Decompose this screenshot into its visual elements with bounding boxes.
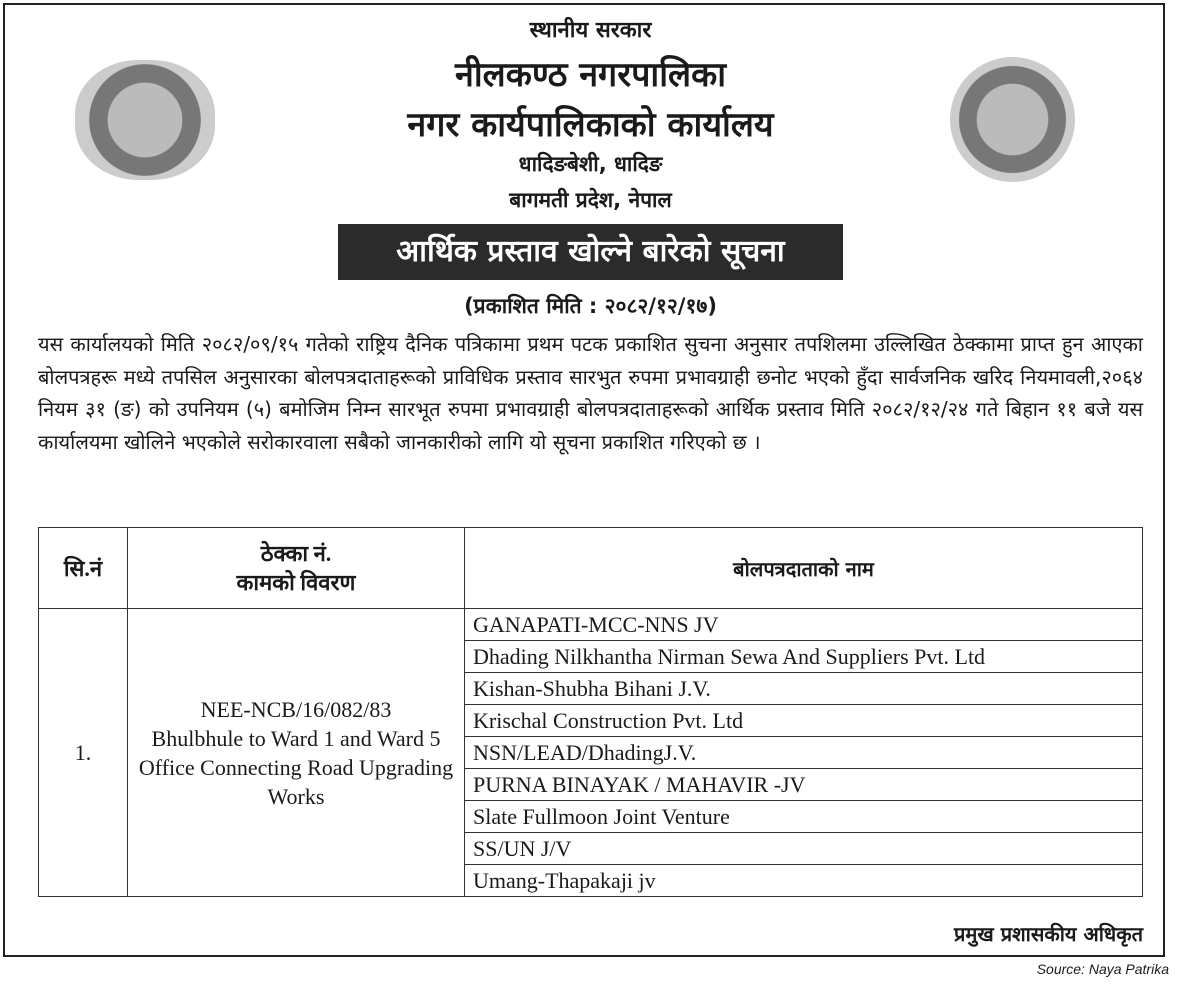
bidder-name: Dhading Nilkhantha Nirman Sewa And Suppliers Pvt. Ltd — [465, 641, 1143, 673]
address-line-1: धादिङबेशी, धादिङ — [518, 152, 663, 176]
address-line-2: बागमती प्रदेश, नेपाल — [509, 188, 672, 212]
bidder-name: Krischal Construction Pvt. Ltd — [465, 705, 1143, 737]
bidder-name: SS/UN J/V — [465, 833, 1143, 865]
header-contract — [128, 528, 465, 609]
bidders-table — [38, 527, 1143, 897]
notice-title: आर्थिक प्रस्ताव खोल्ने बारेको सूचना — [338, 224, 843, 280]
government-label: स्थानीय सरकार — [529, 18, 652, 43]
office-name: नगर कार्यपालिकाको कार्यालय — [407, 105, 774, 145]
bidder-name: Kishan-Shubha Bihani J.V. — [465, 673, 1143, 705]
bidder-name: PURNA BINAYAK / MAHAVIR -JV — [465, 769, 1143, 801]
bidder-name: NSN/LEAD/DhadingJ.V. — [465, 737, 1143, 769]
row-serial: 1. — [39, 609, 128, 897]
header-contract-no: ठेक्का नं. — [260, 541, 332, 566]
header-bidder: बोलपत्रदाताको नाम — [465, 528, 1143, 609]
header-description: कामको विवरण — [236, 570, 356, 595]
contract-no: NEE-NCB/16/082/83 — [200, 696, 392, 722]
published-date: (प्रकाशित मिति : २०८२/१२/१७) — [464, 294, 717, 318]
bidder-name: Umang-Thapakaji jv — [465, 865, 1143, 897]
signatory: प्रमुख प्रशासकीय अधिकृत — [954, 922, 1143, 946]
notice-body: यस कार्यालयको मिति २०८२/०९/१५ गतेको राष्ट्रिय दैनिक पत्रिकामा प्रथम पटक प्रकाशित सुचना अनुसार तपशिलमा उल्लिखित ठेक्कामा प्राप्त हुन आएका बोलपत्रहरू मध्ये तपसिल अनुसारका बोलपत्रदाताहरूको प्राविधिक प्रस्ताव सारभुत रुपमा प्रभावग्राही छनोट भएको हुँदा सार्वजनिक खरिद नियमावली,२०६४ नियम ३१ (ङ) को उपनियम (५) बमोजिम निम्न सारभूत रुपमा प्रभावग्राही बोलपत्रदाताहरूको आर्थिक प्रस्ताव मिति २०८२/१२/२४ गते बिहान ११ बजे यस कार्यालयमा खोलिने भएकोले सरोकारवाला सबैको जानकारीको लागि यो सूचना प्रकाशित गरिएको छ । — [38, 332, 1143, 454]
work-description: Bhulbhule to Ward 1 and Ward 5 Office Connecting Road Upgrading Works — [138, 725, 454, 809]
municipality-name: नीलकण्ठ नगरपालिका — [454, 55, 727, 95]
bidder-name: Slate Fullmoon Joint Venture — [465, 801, 1143, 833]
bidder-name: GANAPATI-MCC-NNS JV — [465, 609, 1143, 641]
header-serial: सि.नं — [39, 528, 128, 609]
source-credit: Source: Naya Patrika — [1036, 961, 1169, 977]
contract-cell — [128, 609, 465, 897]
